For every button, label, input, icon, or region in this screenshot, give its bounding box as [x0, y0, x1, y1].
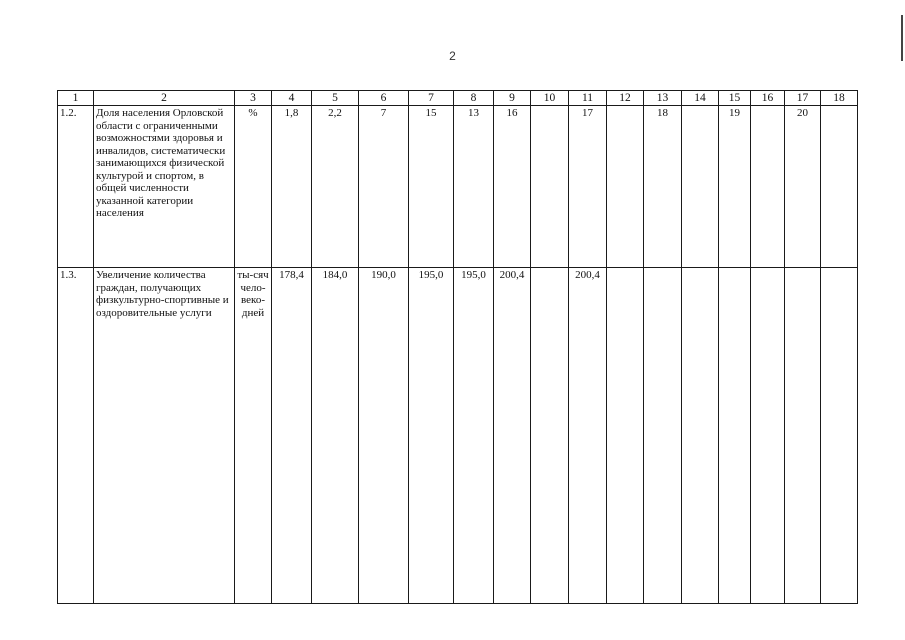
header-cell: 2 [94, 91, 235, 106]
header-cell: 11 [569, 91, 607, 106]
unit-cell: % [235, 106, 272, 268]
value-cell: 19 [719, 106, 751, 268]
value-cell [682, 268, 719, 604]
header-cell: 7 [409, 91, 454, 106]
value-cell [607, 268, 644, 604]
value-cell: 195,0 [454, 268, 494, 604]
value-cell: 200,4 [494, 268, 531, 604]
value-cell [607, 106, 644, 268]
table-row [58, 106, 858, 268]
header-cell: 15 [719, 91, 751, 106]
indicator-name-cell: Доля населения Орловской области с ограниченными возможностями здоровья и инвалидов, систематически занимающихся физической культурой и спортом, в общей численности указанной категории населения [94, 106, 235, 268]
value-cell: 18 [644, 106, 682, 268]
header-cell: 6 [359, 91, 409, 106]
value-cell: 184,0 [312, 268, 359, 604]
value-cell [751, 268, 785, 604]
value-cell: 1,8 [272, 106, 312, 268]
value-cell: 195,0 [409, 268, 454, 604]
header-cell: 5 [312, 91, 359, 106]
header-cell: 8 [454, 91, 494, 106]
header-cell: 9 [494, 91, 531, 106]
value-cell: 13 [454, 106, 494, 268]
header-cell: 13 [644, 91, 682, 106]
table-row [58, 268, 858, 604]
header-cell: 16 [751, 91, 785, 106]
header-cell: 18 [821, 91, 858, 106]
value-cell: 17 [569, 106, 607, 268]
header-cell: 1 [58, 91, 94, 106]
value-cell: 2,2 [312, 106, 359, 268]
value-cell: 16 [494, 106, 531, 268]
unit-cell: ты-сяч чело-веко-дней [235, 268, 272, 604]
value-cell [751, 106, 785, 268]
value-cell: 178,4 [272, 268, 312, 604]
header-cell: 17 [785, 91, 821, 106]
value-cell: 7 [359, 106, 409, 268]
value-cell: 200,4 [569, 268, 607, 604]
indicator-name-cell: Увеличение количества граждан, получающих физкультурно-спортивные и оздоровительные услуги [94, 268, 235, 604]
value-cell [821, 106, 858, 268]
value-cell [531, 106, 569, 268]
value-cell [821, 268, 858, 604]
header-row [58, 91, 858, 106]
value-cell [682, 106, 719, 268]
header-cell: 10 [531, 91, 569, 106]
row-number-cell: 1.2. [58, 106, 94, 268]
indicators-table [57, 90, 858, 604]
value-cell [785, 268, 821, 604]
header-cell: 14 [682, 91, 719, 106]
value-cell: 20 [785, 106, 821, 268]
value-cell [531, 268, 569, 604]
page-number: 2 [449, 49, 456, 63]
header-cell: 3 [235, 91, 272, 106]
value-cell [644, 268, 682, 604]
scan-edge-mark [901, 15, 903, 61]
header-cell: 4 [272, 91, 312, 106]
row-number-cell: 1.3. [58, 268, 94, 604]
header-cell: 12 [607, 91, 644, 106]
value-cell: 15 [409, 106, 454, 268]
value-cell: 190,0 [359, 268, 409, 604]
value-cell [719, 268, 751, 604]
